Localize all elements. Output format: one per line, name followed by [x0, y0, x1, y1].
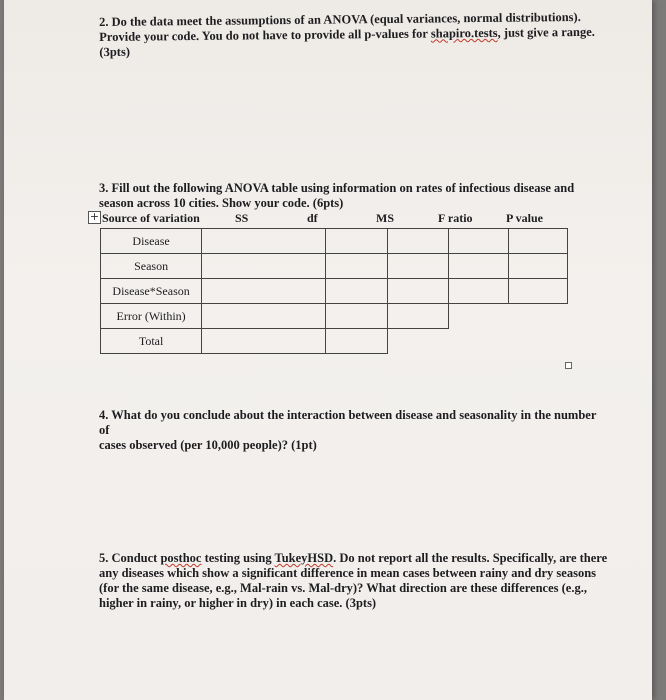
q2-line-2c: , just give a range. [497, 24, 595, 40]
header-ss: SS [235, 211, 249, 225]
cell-empty [508, 304, 567, 329]
cell-p-value[interactable] [508, 254, 567, 279]
cell-df[interactable] [325, 279, 387, 304]
spellcheck-word[interactable]: posthoc [160, 551, 202, 565]
cell-df[interactable] [325, 254, 387, 279]
cell-empty [387, 329, 449, 354]
cell-f-ratio[interactable] [449, 279, 508, 304]
anova-table [100, 228, 568, 354]
cell-df[interactable] [325, 304, 387, 329]
cell-ss[interactable] [202, 254, 326, 279]
cell-empty [449, 304, 508, 329]
q5-line-1 [99, 551, 609, 566]
cell-p-value[interactable] [508, 229, 567, 254]
row-label-error[interactable]: Error (Within) [101, 304, 202, 329]
cell-df[interactable] [325, 329, 387, 354]
table-row [101, 229, 568, 254]
q5-line-4: higher in rainy, or higher in dry) in each case. (3pts) [99, 596, 377, 610]
table-row [101, 329, 568, 354]
cell-ss[interactable] [202, 329, 326, 354]
cell-f-ratio[interactable] [449, 229, 508, 254]
cell-ss[interactable] [202, 229, 326, 254]
cell-p-value[interactable] [508, 279, 567, 304]
question-3 [99, 181, 599, 211]
anova-table-container[interactable] [88, 209, 568, 359]
cell-ms[interactable] [387, 304, 449, 329]
header-df: df [307, 211, 318, 225]
header-p-value: P value [506, 211, 544, 225]
table-resize-handle-icon[interactable] [565, 362, 572, 369]
q2-line-1: 2. Do the data meet the assumptions of an ANOVA (equal variances, normal distributions). [99, 9, 581, 29]
row-label-season[interactable]: Season [101, 254, 202, 279]
q5-line-1e: . Do not report all the results. Specifically, are there [333, 551, 608, 565]
q3-line-2: season across 10 cities. Show your code. (6pts) [99, 196, 344, 210]
q2-line-3: (3pts) [99, 44, 131, 59]
question-4 [99, 408, 599, 453]
header-source: Source of variation [102, 211, 200, 225]
row-label-interaction[interactable]: Disease*Season [101, 279, 202, 304]
q5-line-1c: testing using [201, 551, 275, 565]
q4-line-1: 4. What do you conclude about the interaction between disease and seasonality in the number of [99, 408, 597, 437]
table-row [101, 304, 568, 329]
cell-empty [449, 329, 508, 354]
cell-df[interactable] [325, 229, 387, 254]
cell-empty [508, 329, 567, 354]
q5-line-3: (for the same disease, e.g., Mal-rain vs. Mal-dry)? What direction are these differences (e.g., [99, 581, 587, 595]
cell-ms[interactable] [387, 229, 449, 254]
q5-line-1a: 5. Conduct [99, 551, 161, 565]
row-label-disease[interactable]: Disease [101, 229, 202, 254]
q5-line-2: any diseases which show a significant difference in mean cases between rainy and dry seasons [99, 566, 597, 580]
row-label-total[interactable]: Total [101, 329, 202, 354]
spellcheck-word[interactable]: shapiro.tests [430, 25, 498, 41]
cell-ms[interactable] [387, 279, 449, 304]
cell-ms[interactable] [387, 254, 449, 279]
cell-ss[interactable] [202, 279, 326, 304]
document-page [4, 0, 652, 700]
spellcheck-word[interactable]: TukeyHSD [274, 551, 334, 565]
header-f-ratio: F ratio [438, 211, 473, 225]
table-row [101, 279, 568, 304]
q4-line-2: cases observed (per 10,000 people)? (1pt) [99, 438, 317, 452]
header-ms: MS [376, 211, 394, 225]
cell-ss[interactable] [202, 304, 326, 329]
cell-f-ratio[interactable] [449, 254, 508, 279]
question-5 [99, 551, 609, 611]
q2-line-2a: Provide your code. You do not have to provide all p-values for [99, 26, 431, 44]
table-row [101, 254, 568, 279]
table-move-handle-icon[interactable]: + [89, 210, 100, 223]
q3-line-1: 3. Fill out the following ANOVA table using information on rates of infectious disease and [99, 181, 575, 195]
question-2 [99, 10, 599, 60]
